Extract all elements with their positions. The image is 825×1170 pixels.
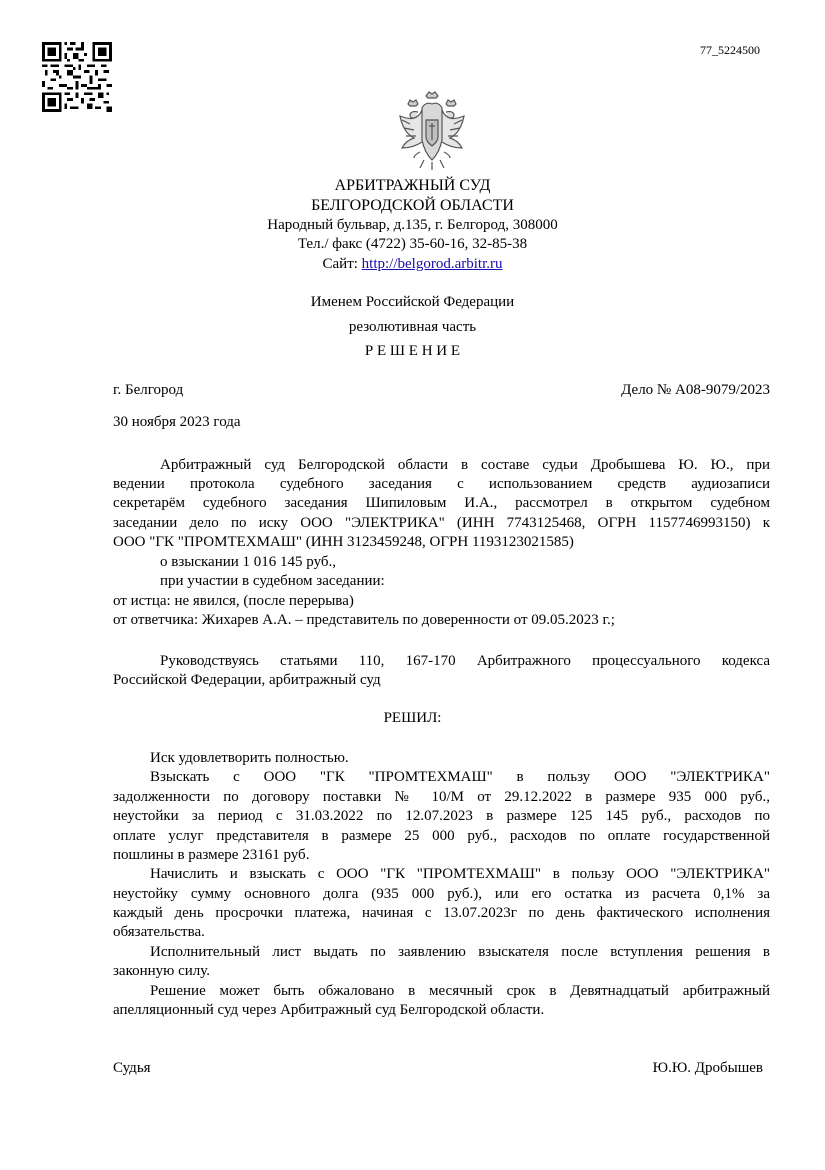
- city: г. Белгород: [113, 382, 184, 398]
- defendant: от ответчика: Жихарев А.А. – представитель по доверенности от 09.05.2023 г.;: [113, 612, 615, 628]
- intro-line: заседании дело по иску ООО "ЭЛЕКТРИКА" (ИНН 7743125468, ОГРН 1157746993150) к: [113, 515, 770, 531]
- ruling-p3-line: неустойку сумму основного долга (935 000 руб.), или его остатка из расчета 0,1% за: [113, 886, 770, 902]
- guided-line: Руководствуясь статьями 110, 167-170 Арбитражного процессуального кодекса: [160, 653, 770, 669]
- judge-role: Судья: [113, 1060, 151, 1076]
- coat-of-arms-icon: [396, 90, 468, 172]
- claim: о взыскании 1 016 145 руб.,: [160, 554, 337, 570]
- ruling-p4-line: законную силу.: [113, 963, 211, 979]
- ruling-p4-line: Исполнительный лист выдать по заявлению взыскателя после вступления решения в: [150, 944, 770, 960]
- in-the-name: Именем Российской Федерации: [310, 294, 515, 310]
- ruling-p2-line: задолженности по договору поставки № 10/М от 29.12.2022 в размере 935 000 руб.,: [113, 789, 770, 805]
- qr-code: [42, 42, 112, 112]
- court-site-label: Сайт:: [322, 256, 362, 272]
- court-site-link[interactable]: http://belgorod.arbitr.ru: [361, 256, 503, 272]
- ruling-p3-line: Начислить и взыскать с ООО "ГК "ПРОМТЕХМАШ" в пользу ООО "ЭЛЕКТРИКА": [150, 866, 770, 882]
- guided-line: Российской Федерации, арбитражный суд: [113, 672, 381, 688]
- ruling-p2-line: пошлины в размере 23161 руб.: [113, 847, 310, 863]
- decision-part: резолютивная часть: [348, 319, 477, 335]
- ruling-p2-line: Взыскать с ООО "ГК "ПРОМТЕХМАШ" в пользу ООО "ЭЛЕКТРИКА": [150, 769, 770, 785]
- ruling-p2-line: оплате услуг представителя в размере 25 000 руб., расходов по оплате государственной: [113, 828, 770, 844]
- ruling-p5-line: апелляционный суд через Арбитражный суд Белгородской области.: [113, 1002, 545, 1018]
- intro-line: ведении протокола судебного заседания с использованием средств аудиозаписи: [113, 476, 770, 492]
- ruling-p5-line: Решение может быть обжаловано в месячный срок в Девятнадцатый арбитражный: [150, 983, 770, 999]
- judge-name: Ю.Ю. Дробышев: [652, 1060, 763, 1076]
- decided-heading: РЕШИЛ:: [383, 710, 442, 726]
- ruling-p1: Иск удовлетворить полностью.: [150, 750, 349, 766]
- court-phone: Тел./ факс (4722) 35-60-16, 32-85-38: [297, 236, 528, 252]
- decision-title: Р Е Ш Е Н И Е: [364, 343, 461, 359]
- court-address: Народный бульвар, д.135, г. Белгород, 308000: [267, 217, 558, 233]
- document-number: 77_5224500: [700, 43, 760, 57]
- court-name-line1: АРБИТРАЖНЫЙ СУД: [334, 177, 491, 194]
- ruling-p2-line: неустойки за период с 31.03.2022 по 12.07.2023 в размере 125 145 руб., расходов по: [113, 808, 770, 824]
- intro-line: Арбитражный суд Белгородской области в составе судьи Дробышева Ю. Ю., при: [160, 457, 770, 473]
- case-number: Дело № А08-9079/2023: [621, 382, 770, 398]
- court-site: [0, 255, 825, 274]
- ruling-p3-line: обязательства.: [113, 924, 205, 940]
- ruling-p3-line: каждый день просрочки платежа, начиная с 13.07.2023г по день фактического исполнения: [113, 905, 770, 921]
- intro-line: секретарём судебного заседания Шипиловым И.А., рассмотрел в открытом судебном: [113, 495, 770, 511]
- decision-date: 30 ноября 2023 года: [113, 414, 241, 430]
- plaintiff: от истца: не явился, (после перерыва): [113, 593, 354, 609]
- intro-line: ООО "ГК "ПРОМТЕХМАШ" (ИНН 3123459248, ОГРН 1193123021585): [113, 534, 574, 550]
- participation: при участии в судебном заседании:: [160, 573, 385, 589]
- court-name-line2: БЕЛГОРОДСКОЙ ОБЛАСТИ: [311, 197, 514, 214]
